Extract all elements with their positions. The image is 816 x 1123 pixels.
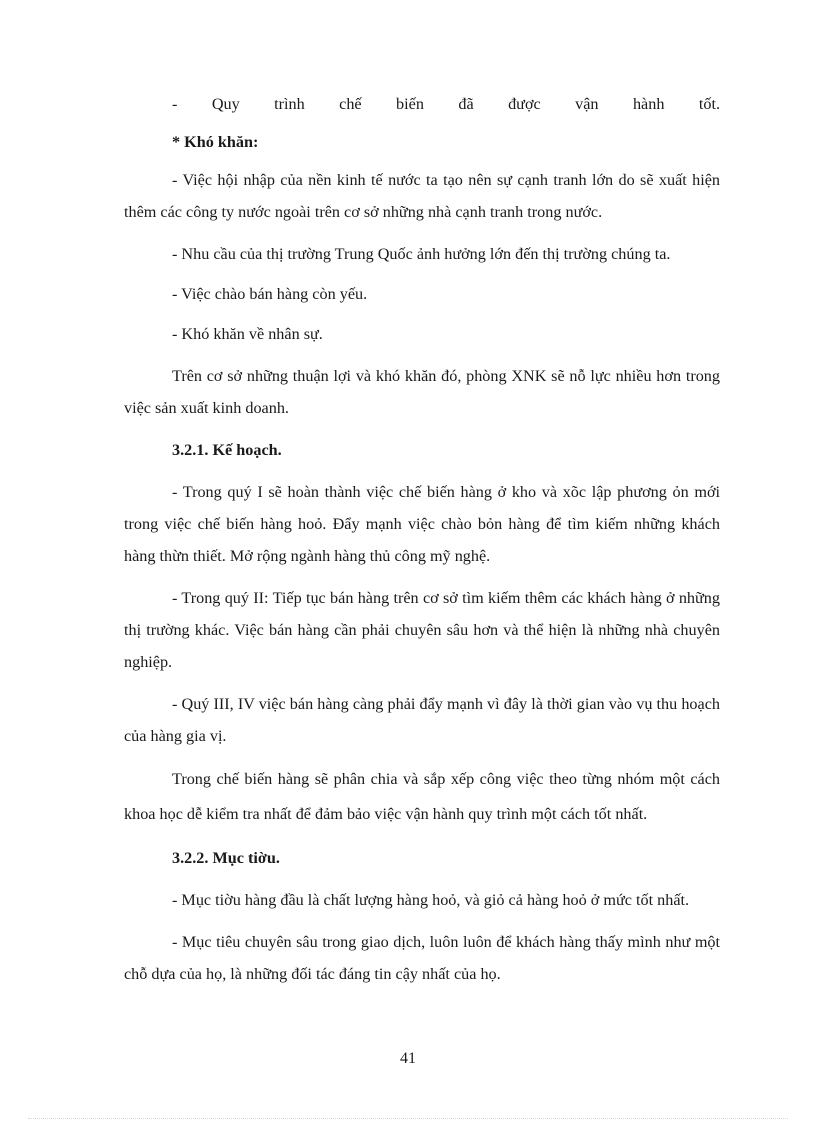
paragraph-goal-quality: - Mục tiờu hàng đầu là chất lượng hàng hoỏ, và giỏ cả hàng hoỏ ở mức tốt nhất.	[172, 891, 690, 909]
paragraph-china-demand: - Nhu cầu của thị trường Trung Quốc ảnh hưởng lớn đến thị trường chúng ta.	[172, 245, 671, 263]
paragraph-integration: - Việc hội nhập của nền kinh tế nước ta tạo nên sự cạnh tranh lớn do sẽ xuất hiện thêm các công ty nước ngoài trên cơ sở những nhà cạnh tranh trong nước.	[124, 171, 720, 221]
heading-difficulties: * Khó khăn:	[172, 133, 259, 151]
paragraph-personnel: - Khó khăn về nhân sự.	[172, 325, 323, 343]
paragraph-processing: Trong chế biến hàng sẽ phân chia và sắp xếp công việc theo từng nhóm một cách khoa học dễ kiểm tra nhất để đảm bảo việc vận hành quy trình một cách tốt nhất.	[124, 770, 720, 823]
paragraph-goal-partner: - Mục tiêu chuyên sâu trong giao dịch, luôn luôn để khách hàng thấy mình như một chỗ dựa của họ, là những đối tác đáng tin cậy nhất của họ.	[124, 933, 720, 983]
page-body	[124, 88, 720, 1000]
paragraph-quarter-1: - Trong quý I sẽ hoàn thành việc chế biến hàng ở kho và xõc lập phương ỏn mới trong việc chế biến hàng hoỏ. Đẩy mạnh việc chào bỏn hàng để tìm kiếm những khách hàng thừn thiết. Mở rộng ngành hàng thủ công mỹ nghệ.	[124, 483, 720, 565]
paragraph-quarter-3-4: - Quý III, IV việc bán hàng càng phải đẩy mạnh vì đây là thời gian vào vụ thu hoạch của hàng gia vị.	[124, 695, 720, 745]
paragraph-summary: Trên cơ sở những thuận lợi và khó khăn đó, phòng XNK sẽ nỗ lực nhiều hơn trong việc sản xuất kinh doanh.	[124, 367, 720, 417]
paragraph-process-ok: - Quy trình chế biến đã được vận hành tốt.	[172, 95, 720, 113]
page-bottom-divider	[28, 1118, 788, 1119]
heading-goals: 3.2.2. Mục tiờu.	[172, 849, 280, 867]
paragraph-sales-weak: - Việc chào bán hàng còn yếu.	[172, 285, 368, 303]
paragraph-quarter-2: - Trong quý II: Tiếp tục bán hàng trên cơ sở tìm kiếm thêm các khách hàng ở những thị trường khác. Việc bán hàng cần phải chuyên sâu hơn và thể hiện là những nhà chuyên nghiệp.	[124, 589, 720, 671]
heading-plan: 3.2.1. Kế hoạch.	[172, 441, 282, 459]
page-number: 41	[400, 1050, 416, 1067]
